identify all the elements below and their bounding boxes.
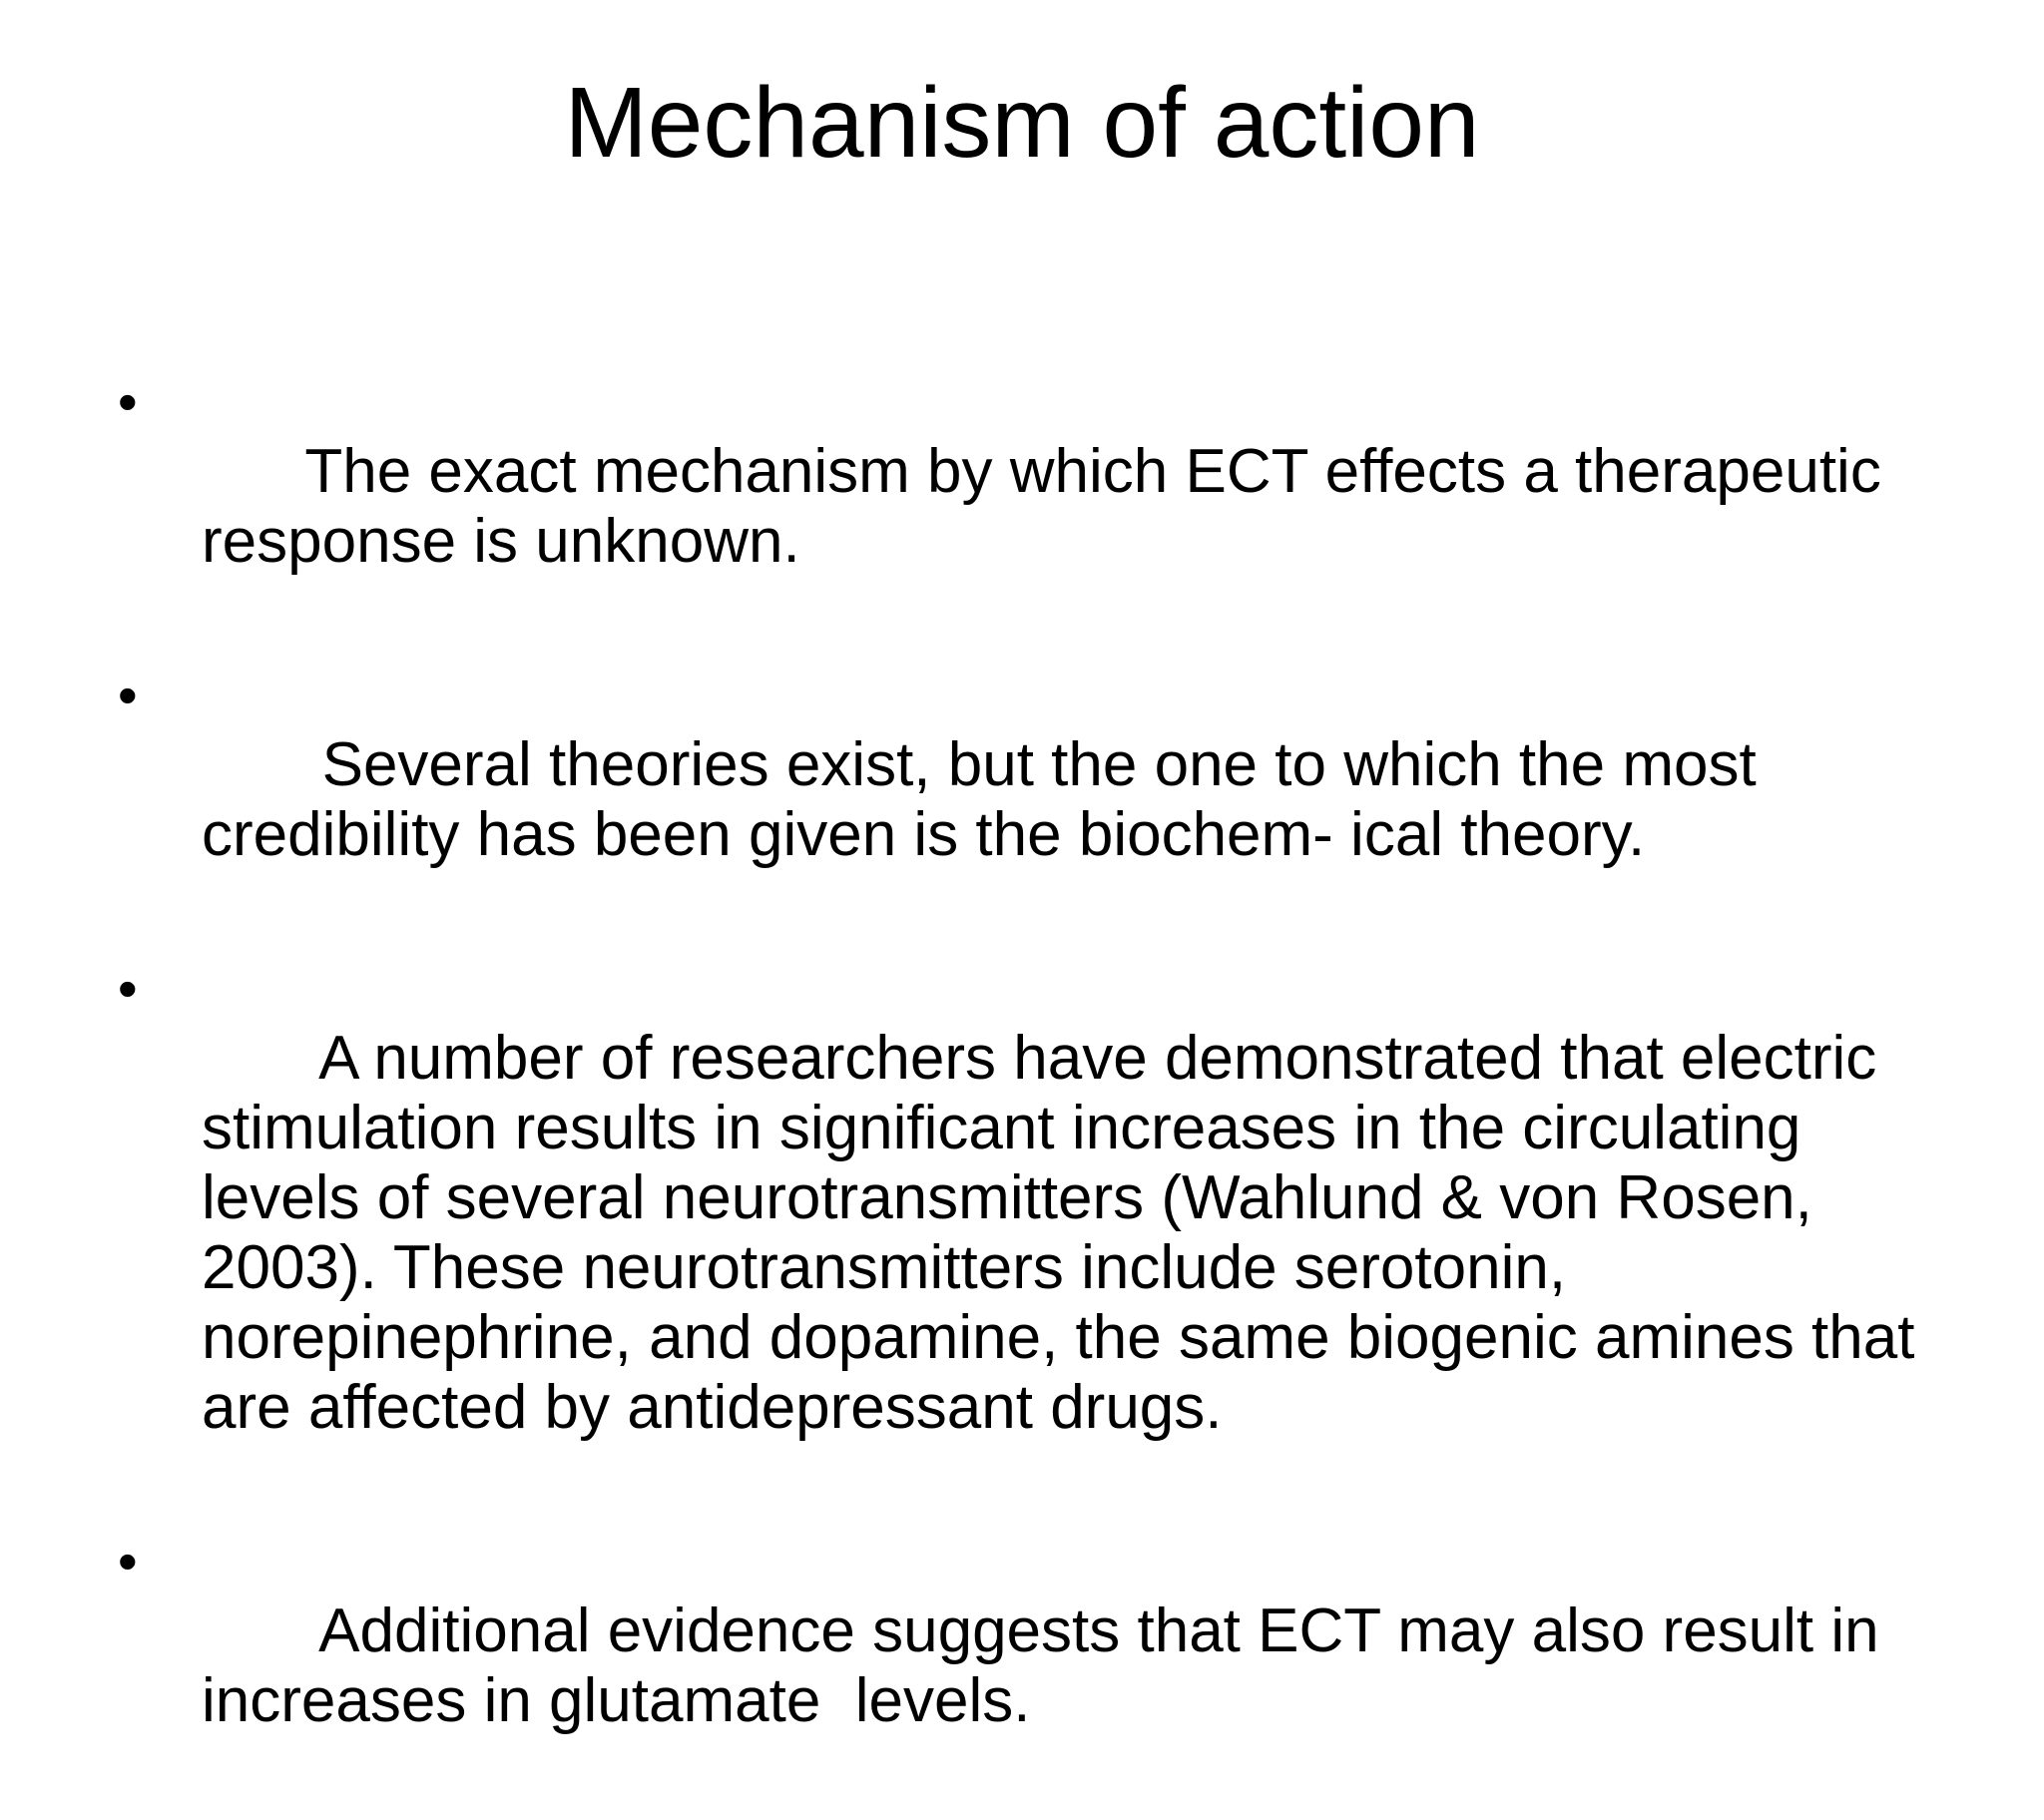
bullet-text: Additional evidence suggests that ECT may also result in increases in glutamate levels. [202, 1596, 1896, 1735]
bullet-dot-icon: • [118, 1530, 138, 1592]
bullet-dot-icon: • [118, 664, 138, 726]
bullet-text: Several theories exist, but the one to which the most credibility has been given is the biochem- ical theory. [202, 730, 1774, 869]
bullet-text: A number of researchers have demonstrated that electric stimulation results in significant increases in the circulating levels of several neurotransmitters (Wahlund & von Rosen, 2003). These neurotransmitters include serotonin, norepinephrine, and dopamine, the same biogenic amines that are affected by antidepressant drugs. [202, 1024, 1932, 1442]
bullet-dot-icon: • [118, 370, 138, 433]
slide-title: Mechanism of action [564, 67, 1480, 179]
bullet-dot-icon: • [118, 957, 138, 1020]
bullet-list [118, 367, 1944, 1820]
bullet-text: The exact mechanism by which ECT effects a therapeutic response is unknown. [202, 437, 1899, 576]
bullet-item [118, 1527, 1944, 1806]
bullet-item [118, 954, 1944, 1513]
bullet-item [118, 367, 1944, 647]
bullet-item [118, 661, 1944, 940]
